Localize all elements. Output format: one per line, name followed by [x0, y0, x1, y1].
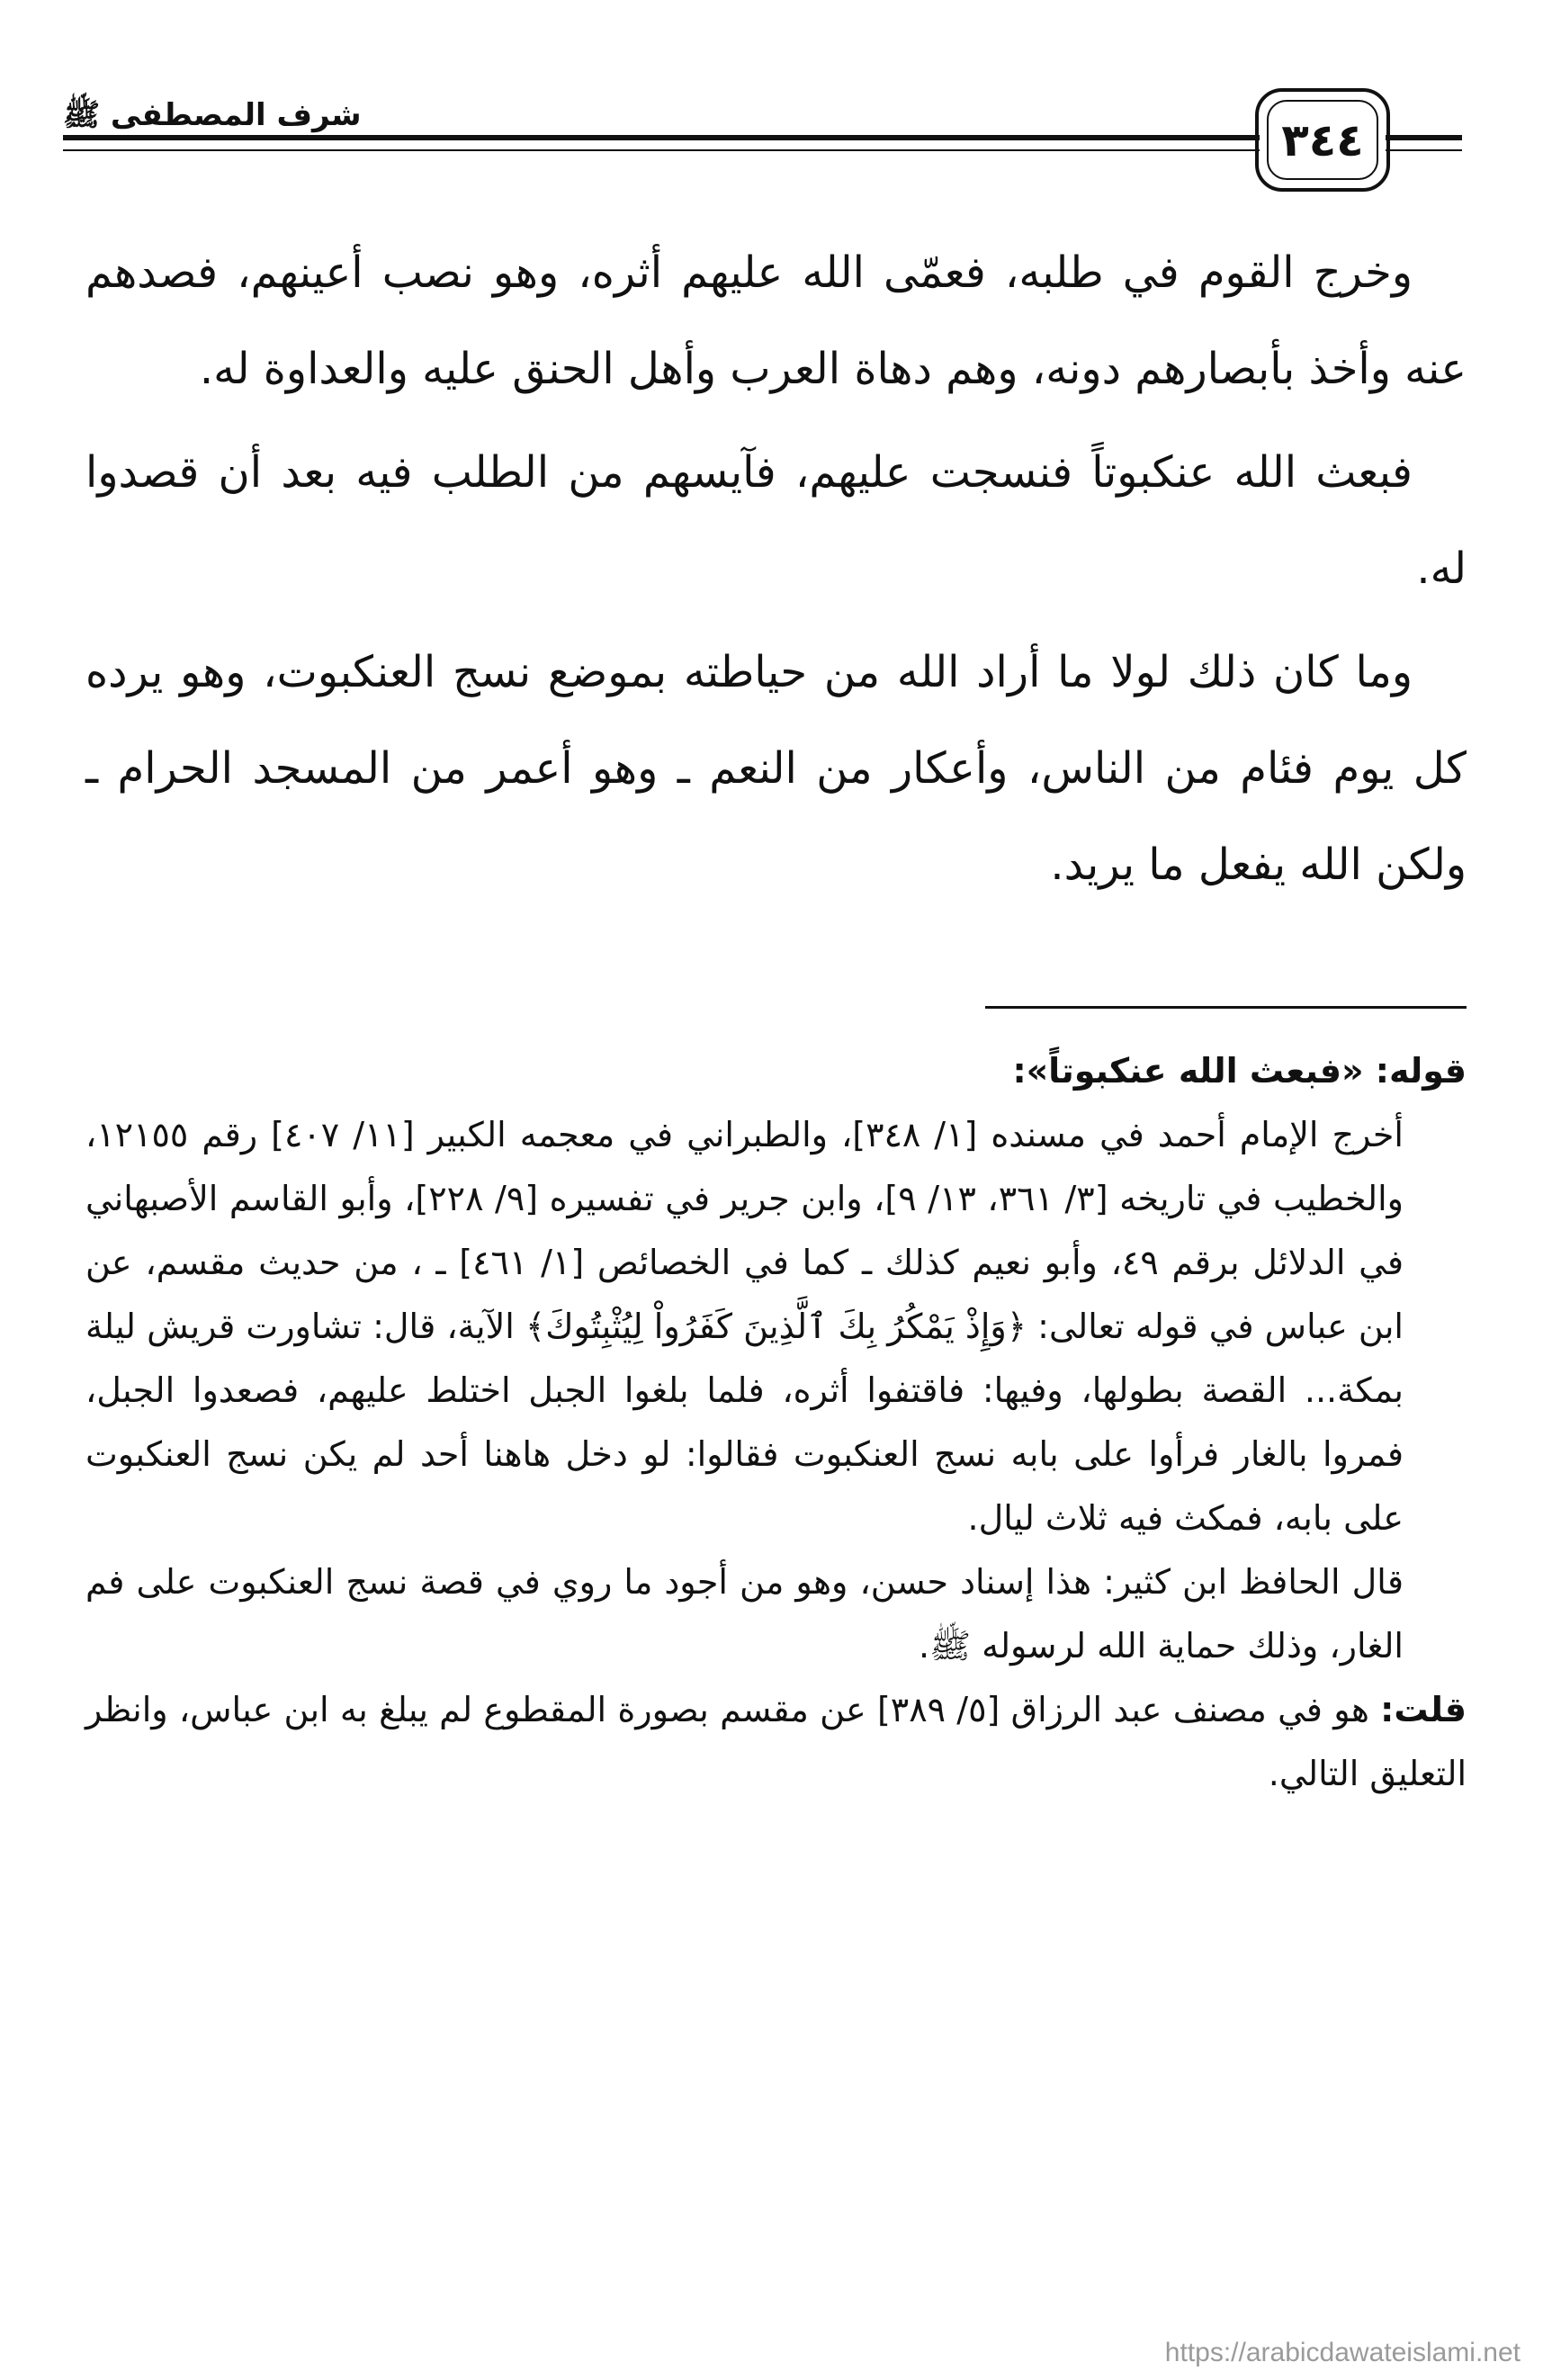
footnote-heading: قوله: «فبعث الله عنكبوتاً»: — [1012, 1051, 1467, 1091]
main-text — [85, 225, 1467, 921]
main-paragraph: فبعث الله عنكبوتاً فنسجت عليهم، فآيسهم من الطلب فيه بعد أن قصدوا له. — [85, 447, 1467, 594]
header-rule — [63, 135, 1260, 151]
footnotes — [85, 1039, 1467, 1806]
footnote-note — [85, 1678, 1467, 1806]
main-paragraph: وخرج القوم في طلبه، فعمّى الله عليهم أثره، وهو نصب أعينهم، فصدهم عنه وأخذ بأبصارهم دونه، وهم دهاة العرب وأهل الحنق عليه والعداوة له. — [85, 247, 1467, 394]
note-label: قلت: — [1380, 1690, 1467, 1729]
footnote-paragraph: قال الحافظ ابن كثير: هذا إسناد حسن، وهو من أجود ما روي في قصة نسج العنكبوت على فم الغار، وذلك حماية الله لرسوله ﷺ. — [85, 1562, 1404, 1666]
main-paragraph: وما كان ذلك لولا ما أراد الله من حياطته بموضع نسج العنكبوت، وهو يرده كل يوم فئام من الناس، وأعكار من النعم ـ وهو أعمر من المسجد الحرام ـ ولكن الله يفعل ما يريد. — [85, 647, 1467, 890]
page-number-frame — [1255, 88, 1390, 192]
footnote-paragraph: أخرج الإمام أحمد في مسنده [١/ ٣٤٨]، والطبراني في معجمه الكبير [١١/ ٤٠٧] رقم ١٢١٥٥، والخطيب في تاريخه [٣/ ٣٦١، ١٣/ ٩]، وابن جرير في تفسيره [٩/ ٢٢٨]، وأبو القاسم الأصبهاني في الدلائل برقم ٤٩، وأبو نعيم كذلك ـ كما في الخصائص [١/ ٤٦١] ـ ، من حديث مقسم، عن ابن عباس في قوله تعالى: ﴿وَإِذْ يَمْكُرُ بِكَ ٱلَّذِينَ كَفَرُواْ لِيُثْبِتُوكَ﴾ الآية، قال: تشاورت قريش ليلة بمكة... القصة بطولها، وفيها: فاقتفوا أثره، فلما بلغوا الجبل اختلط عليهم، فصعدوا الجبل، فمروا بالغار فرأوا على بابه نسج العنكبوت فقالوا: لو دخل هاهنا أحد لم يكن نسج العنكبوت على بابه، فمكث فيه ثلاث ليال. — [85, 1115, 1404, 1538]
footnote-separator — [985, 1006, 1467, 1009]
footnote-body — [85, 1103, 1467, 1678]
source-watermark: https://arabicdawateislami.net — [1164, 2338, 1521, 2367]
header-rule-right — [1386, 135, 1462, 151]
running-header-title: شرف المصطفى ﷺ — [63, 97, 362, 133]
note-text: هو في مصنف عبد الرزاق [٥/ ٣٨٩] عن مقسم بصورة المقطوع لم يبلغ به ابن عباس، وانظر التعليق التالي. — [85, 1690, 1467, 1793]
page-number: ٣٤٤ — [1267, 100, 1378, 180]
